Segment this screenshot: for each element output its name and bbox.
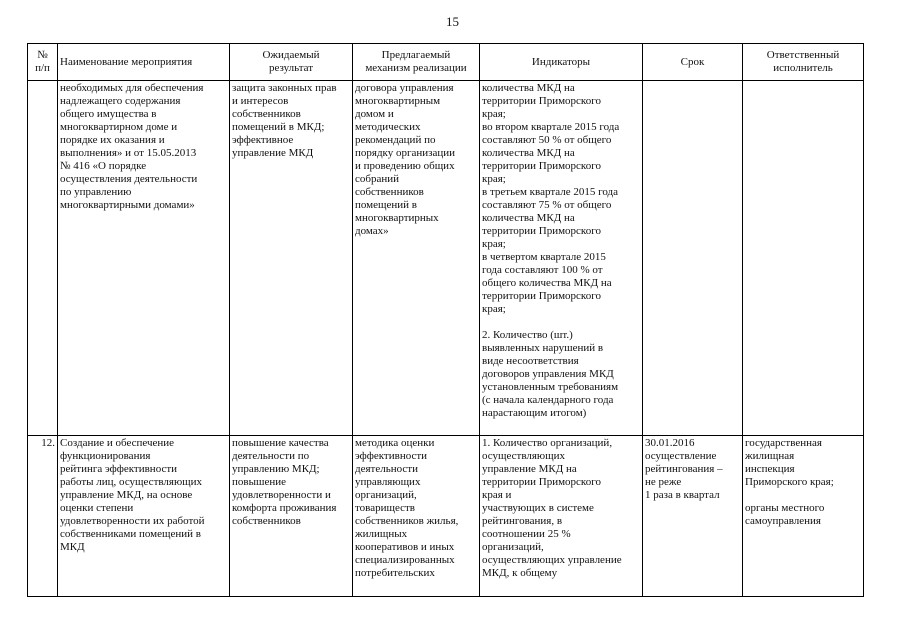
- cell-executor: государственная жилищная инспекция Приморского края; органы местного самоуправления: [743, 436, 864, 597]
- cell-mechanism: договора управления многоквартирным домом и методических рекомендаций по порядку организации и проведению общих собраний собственников помещений в многоквартирных домах»: [353, 81, 480, 436]
- measures-table: [27, 43, 864, 597]
- cell-term: [643, 81, 743, 436]
- table-row: [28, 81, 864, 436]
- table-row: [28, 436, 864, 597]
- cell-result: защита законных прав и интересов собственников помещений в МКД; эффективное управление МКД: [230, 81, 353, 436]
- page-number: 15: [446, 14, 459, 29]
- header-mechanism: Предлагаемый механизм реализации: [353, 44, 480, 81]
- cell-indicators: 1. Количество организаций, осуществляющих управление МКД на территории Приморского края и участвующих в системе рейтингования, в соотношении 25 % организаций, осуществляющих управление МКД, к общему: [480, 436, 643, 597]
- cell-name: Создание и обеспечение функционирования рейтинга эффективности работы лиц, осуществляющих управление МКД, на основе оценки степени удовлетворенности их работой собственниками помещений в МКД: [58, 436, 230, 597]
- header-result: Ожидаемый результат: [230, 44, 353, 81]
- header-executor: Ответственный исполнитель: [743, 44, 864, 81]
- cell-mechanism: методика оценки эффективности деятельности управляющих организаций, товариществ собственников жилья, жилищных кооперативов и иных специализированных потребительских: [353, 436, 480, 597]
- cell-term: 30.01.2016 осуществление рейтингования – не реже 1 раза в квартал: [643, 436, 743, 597]
- cell-result: повышение качества деятельности по управлению МКД; повышение удовлетворенности и комфорта проживания собственников: [230, 436, 353, 597]
- header-num: № п/п: [28, 44, 58, 81]
- cell-num: 12.: [28, 436, 58, 597]
- cell-num: [28, 81, 58, 436]
- cell-indicators: количества МКД на территории Приморского края; во втором квартале 2015 года составляют 50 % от общего количества МКД на территории Приморского края; в третьем квартале 2015 года составляют 75 % от общего количества МКД на территории Приморского края; в четвертом квартале 2015 года составляют 100 % от общего количества МКД на территории Приморского края; 2. Количество (шт.) выявленных нарушений в виде несоответствия договоров управления МКД установленным требованиям (с начала календарного года нарастающим итогом): [480, 81, 643, 436]
- cell-name: необходимых для обеспечения надлежащего содержания общего имущества в многоквартирном доме и порядке их оказания и выполнения» и от 15.05.2013 № 416 «О порядке осуществления деятельности по управлению многоквартирными домами»: [58, 81, 230, 436]
- header-indicators: Индикаторы: [480, 44, 643, 81]
- header-term: Срок: [643, 44, 743, 81]
- cell-executor: [743, 81, 864, 436]
- table-header-row: [28, 44, 864, 81]
- header-name: Наименование мероприятия: [58, 44, 230, 81]
